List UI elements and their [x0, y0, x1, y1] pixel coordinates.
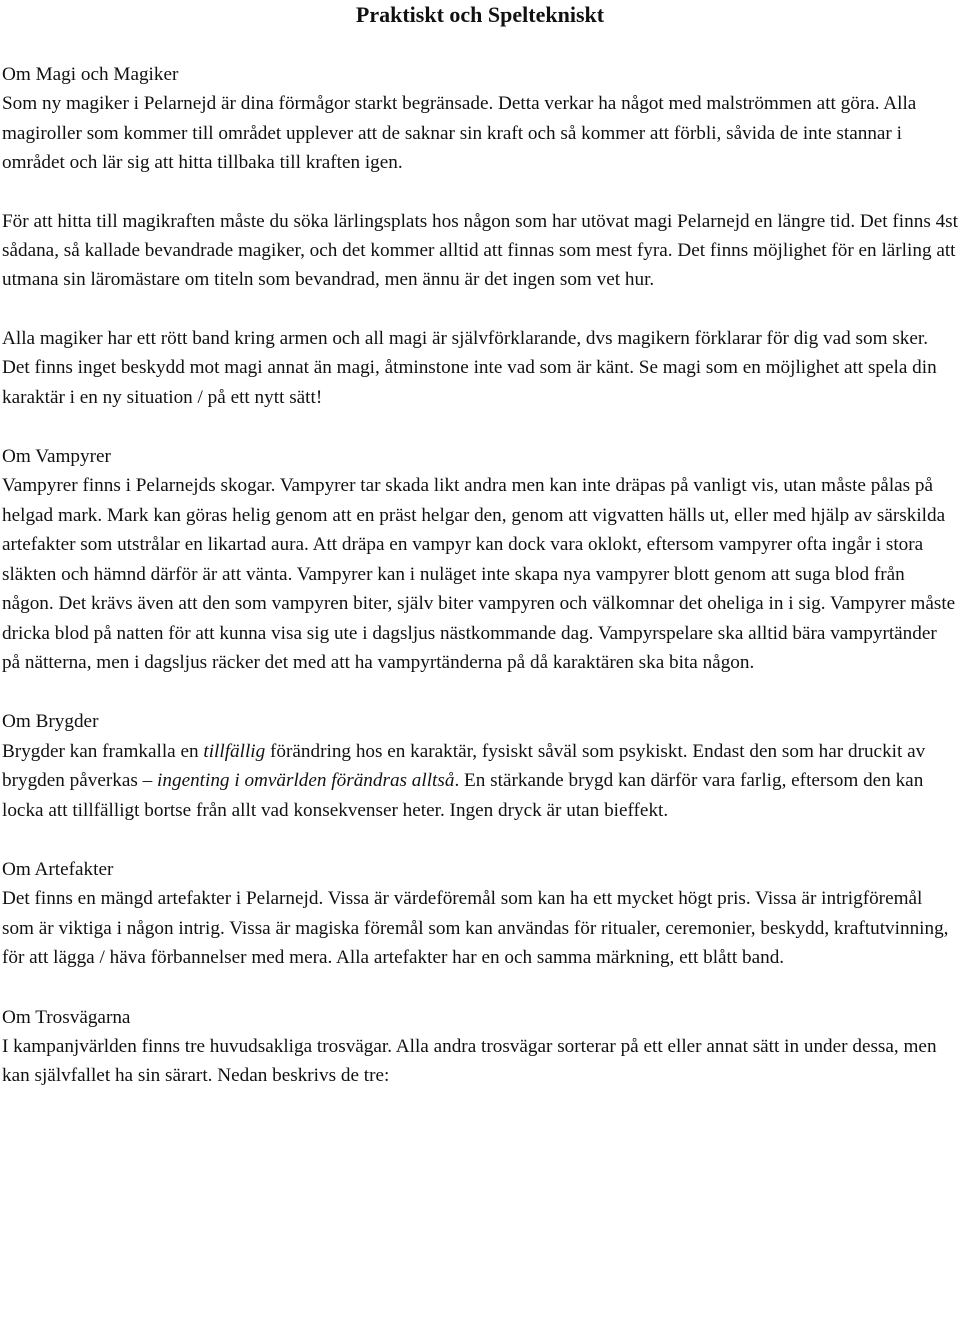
paragraph: Det finns en mängd artefakter i Pelarnejd. Vissa är värdeföremål som kan ha ett mycket högt pris. Vissa är intrigföremål som är viktiga i någon intrig. Vissa är magiska föremål som kan användas för ritualer, ceremonier, beskydd, kraftutvinning, för att lägga / häva förbannelser med mera. Alla artefakter har en och samma märkning, ett blått band.: [2, 888, 949, 969]
spacer: [2, 973, 958, 1003]
paragraph: I kampanjvärlden finns tre huvudsakliga trosvägar. Alla andra trosvägar sorterar på ett eller annat sätt in under dessa, men kan självfallet ha sin särart. Nedan beskrivs de tre:: [2, 1035, 937, 1087]
spacer: [2, 30, 958, 60]
paragraph: [2, 737, 958, 825]
section-artefakter: [2, 855, 958, 973]
section-vampyrer: [2, 442, 958, 677]
section-heading: Om Trosvägarna: [2, 1006, 131, 1028]
emphasis-text: tillfällig: [203, 740, 266, 762]
section-heading: Om Magi och Magiker: [2, 64, 179, 85]
page-title: Praktiskt och Speltekniskt: [355, 2, 605, 27]
text-run: förändring hos en karaktär, fysiskt såväl som psykiskt. Endast den som har druckit av brygden påverkas –: [2, 740, 926, 792]
spacer: [2, 825, 958, 855]
text-run: Brygder kan framkalla en: [2, 740, 204, 762]
spacer: [2, 677, 958, 707]
spacer: [2, 412, 958, 442]
paragraph: Alla magiker har ett rött band kring armen och all magi är självförklarande, dvs magikern förklarar för dig vad som sker. Det finns inget beskydd mot magi annat än magi, åtminstone inte vad som är känt. Se magi som en möjlighet att spela din karaktär i en ny situation / på ett nytt sätt!: [2, 327, 937, 408]
paragraph: Som ny magiker i Pelarnejd är dina förmågor starkt begränsade. Detta verkar ha något med malströmmen att göra. Alla magiroller som kommer till området upplever att de saknar sin kraft och så kommer att förbli, såvida de inte stannar i området och lär sig att hitta tillbaka till kraften igen.: [2, 93, 917, 174]
section-trosvagarna: [2, 1003, 958, 1091]
paragraph: Vampyrer finns i Pelarnejds skogar. Vampyrer tar skada likt andra men kan inte dräpas på vanligt vis, utan måste pålas på helgad mark. Mark kan göras helig genom att en präst helgar den, genom att vigvatten hälls ut, eller med hjälp av särskilda artefakter som utstrålar en likartad aura. Att dräpa en vampyr kan dock vara oklokt, eftersom vampyrer ofta ingår i stora släkten och hämnd därför är att vänta. Vampyrer kan i nuläget inte skapa nya vampyrer blott genom att suga blod från någon. Det krävs även att den som vampyren biter, själv biter vampyren och välkomnar det oheliga in i sig. Vampyrer måste dricka blod på natten för att kunna visa sig ute i dagsljus nästkommande dag. Vampyrspelare ska alltid bära vampyrtänder på nätterna, men i dagsljus räcker det med att ha vampyrtänderna på då karaktären ska bita någon.: [2, 475, 956, 673]
spacer: [2, 295, 958, 324]
section-heading: Om Vampyrer: [2, 446, 111, 468]
text-run: . En stärkande brygd kan därför vara farlig, eftersom den kan locka att tillfälligt bortse från allt vad konsekvenser heter. Ingen dryck är utan bieffekt.: [2, 770, 924, 821]
section-brygder: [2, 707, 958, 825]
section-heading: Om Brygder: [2, 711, 99, 733]
spacer: [2, 178, 958, 207]
section-magi: [2, 60, 958, 412]
emphasis-text: ingenting i omvärlden förändras alltså: [157, 770, 455, 792]
paragraph: För att hitta till magikraften måste du söka lärlingsplats hos någon som har utövat magi Pelarnejd en längre tid. Det finns 4st sådana, så kallade bevandrade magiker, och det kommer alltid att finnas som mest fyra. Det finns möjlighet för en lärling att utmana sin läromästare om titeln som bevandrad, men ännu är det ingen som vet hur.: [2, 210, 958, 291]
section-heading: Om Artefakter: [2, 858, 114, 880]
